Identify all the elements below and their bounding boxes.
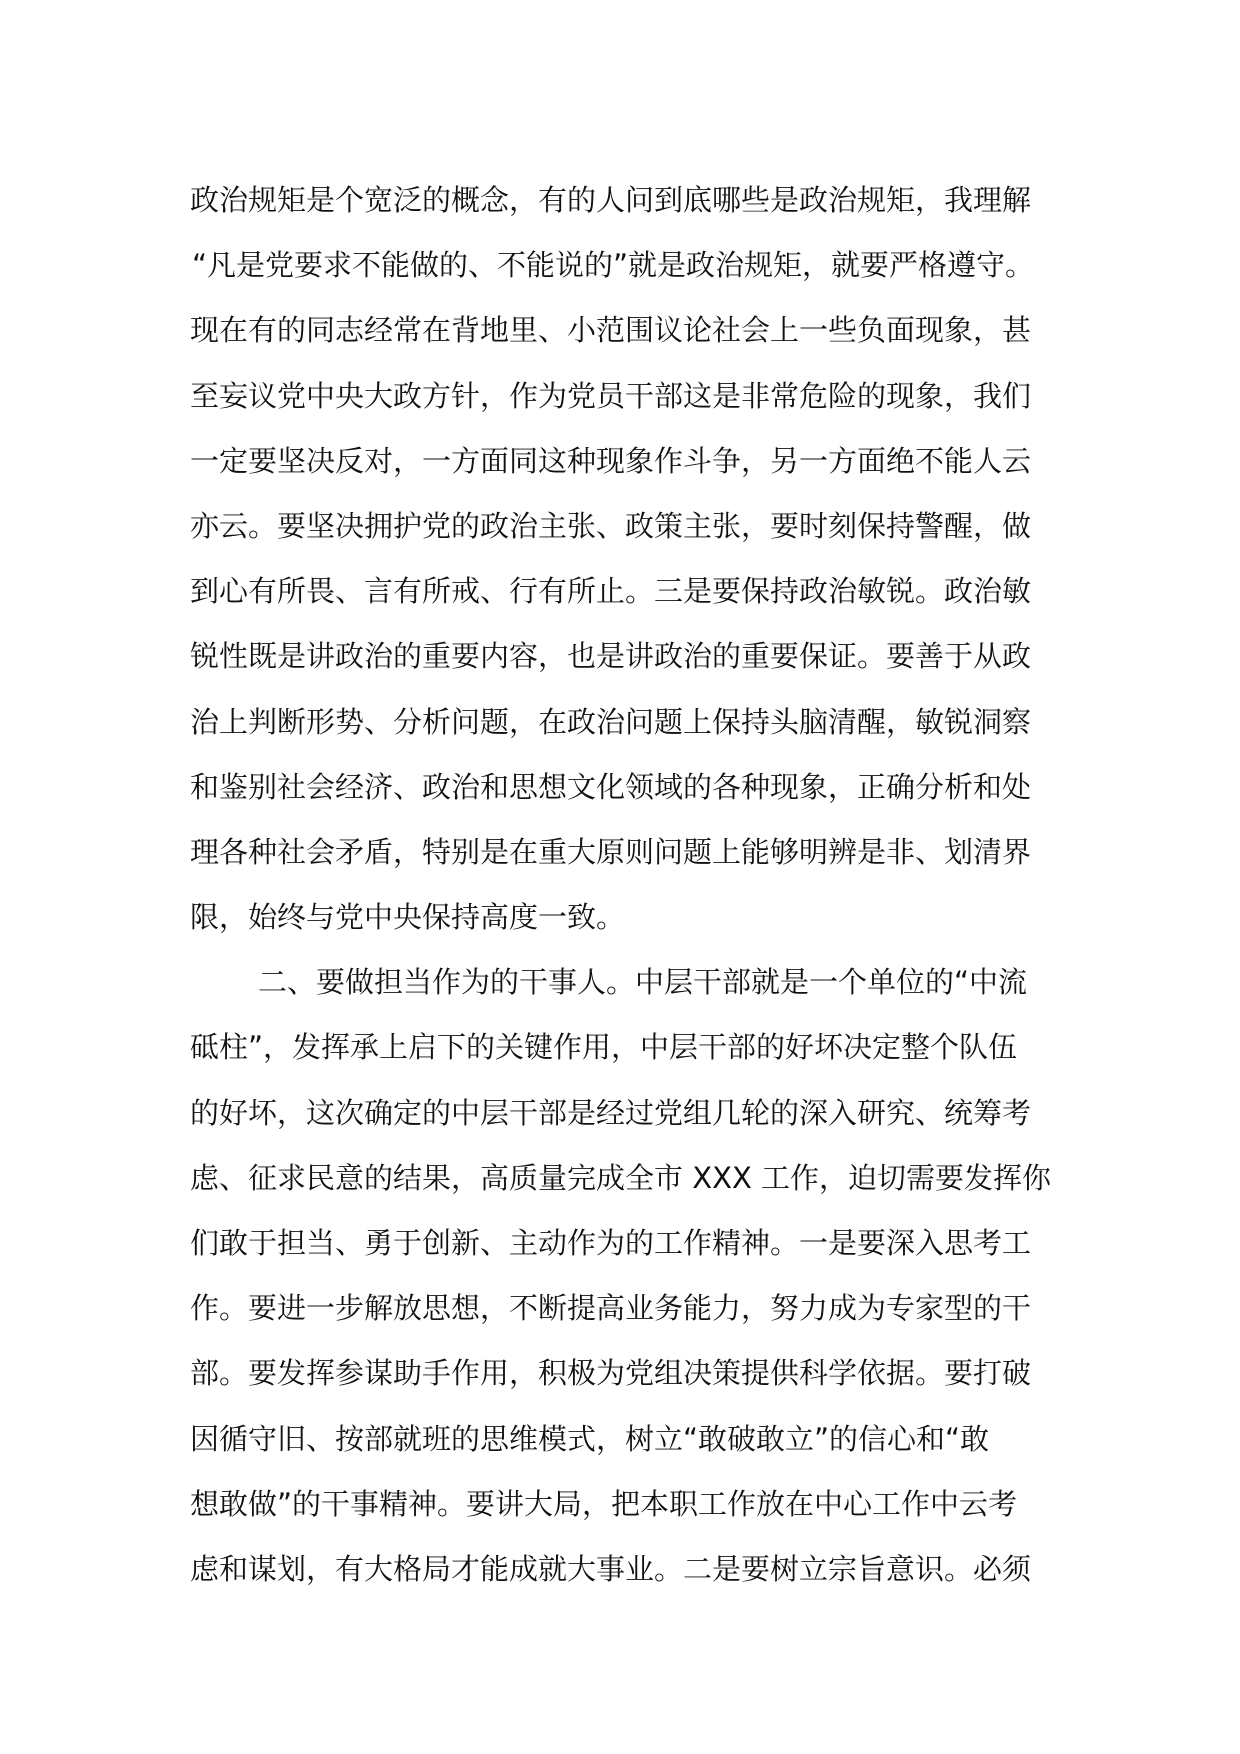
text-line: “凡是党要求不能做的、不能说的”就是政治规矩，就要严格遵守。 (192, 248, 1035, 283)
text-line: 砥柱”，发挥承上启下的关键作用，中层干部的好坏决定整个队伍 (190, 1030, 1018, 1065)
text-line: 部。要发挥参谋助手作用，积极为党组决策提供科学依据。要打破 (190, 1356, 1032, 1391)
text-line: 和鉴别社会经济、政治和思想文化领域的各种现象，正确分析和处 (190, 769, 1032, 804)
text-line: 限，始终与党中央保持高度一致。 (190, 900, 626, 935)
text-line: 作。要进一步解放思想，不断提高业务能力，努力成为专家型的干 (190, 1291, 1032, 1326)
text-line: 一定要坚决反对，一方面同这种现象作斗争，另一方面绝不能人云 (190, 443, 1032, 478)
text-line: 想敢做”的干事精神。要讲大局，把本职工作放在中心工作中云考 (190, 1486, 1018, 1521)
paragraph-start-line: 二、要做担当作为的干事人。中层干部就是一个单位的“中流 (258, 965, 1028, 1000)
text-line: 虑和谋划，有大格局才能成就大事业。二是要树立宗旨意识。必须 (190, 1551, 1032, 1586)
text-line: 因循守旧、按部就班的思维模式，树立“敢破敢立”的信心和“敢 (190, 1421, 990, 1456)
text-line: 到心有所畏、言有所戒、行有所止。三是要保持政治敏锐。政治敏 (190, 574, 1032, 609)
text-line: 的好坏，这次确定的中层干部是经过党组几轮的深入研究、统筹考 (190, 1095, 1032, 1130)
body-text (190, 168, 1070, 1602)
text-line: 治上判断形势、分析问题，在政治问题上保持头脑清醒，敏锐洞察 (190, 704, 1032, 739)
text-line: 现在有的同志经常在背地里、小范围议论社会上一些负面现象，甚 (190, 313, 1032, 348)
text-line: 至妄议党中央大政方针，作为党员干部这是非常危险的现象，我们 (190, 378, 1032, 413)
text-line: 虑、征求民意的结果，高质量完成全市 XXX 工作，迫切需要发挥你 (190, 1160, 1052, 1195)
text-line: 理各种社会矛盾，特别是在重大原则问题上能够明辨是非、划清界 (190, 834, 1032, 869)
text-line: 亦云。要坚决拥护党的政治主张、政策主张，要时刻保持警醒，做 (190, 508, 1032, 543)
text-line: 锐性既是讲政治的重要内容，也是讲政治的重要保证。要善于从政 (190, 639, 1032, 674)
text-line: 政治规矩是个宽泛的概念，有的人问到底哪些是政治规矩，我理解 (190, 183, 1032, 217)
text-line: 们敢于担当、勇于创新、主动作为的工作精神。一是要深入思考工 (190, 1226, 1032, 1260)
